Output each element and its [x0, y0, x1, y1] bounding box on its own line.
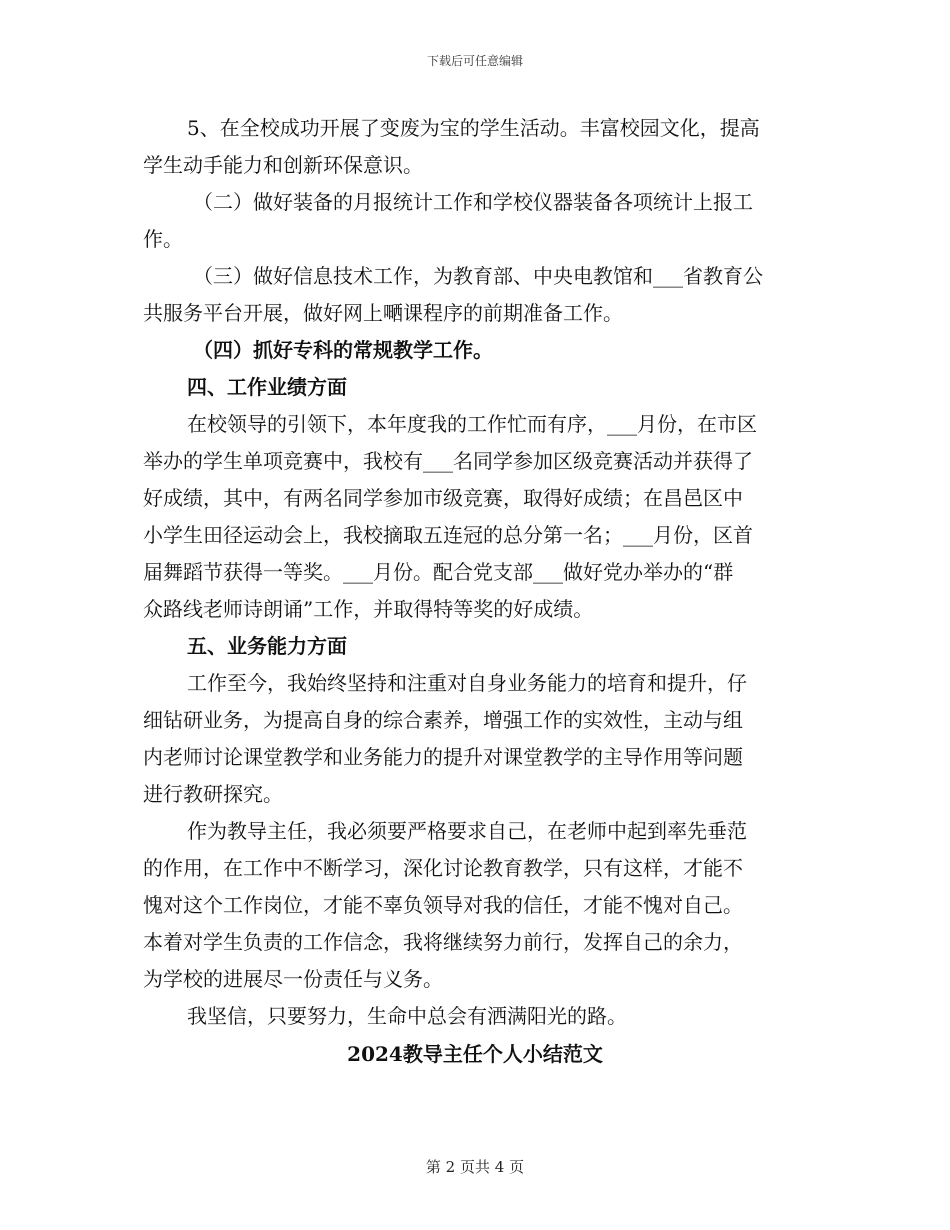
paragraph-line: 作为教导主任，我必须要严格要求自己，在老师中起到率先垂范	[187, 819, 747, 843]
paragraph-line: 举办的学生单项竞赛中，我校有___名同学参加区级竞赛活动并获得了	[143, 449, 753, 473]
section-heading: 四、工作业绩方面	[187, 375, 347, 399]
paragraph-line: （二）做好装备的月报统计工作和学校仪器装备各项统计上报工	[193, 190, 753, 214]
section-heading: （四）抓好专科的常规教学工作。	[193, 338, 493, 362]
section-heading: 五、业务能力方面	[187, 634, 347, 658]
paragraph-line: 学生动手能力和创新环保意识。	[143, 153, 423, 177]
paragraph-line: 5、在全校成功开展了变废为宝的学生活动。丰富校园文化，提高	[187, 116, 760, 140]
paragraph-line: 众路线老师诗朗诵”工作，并取得特等奖的好成绩。	[143, 597, 594, 621]
paragraph-line: 内老师讨论课堂教学和业务能力的提升对课堂教学的主导作用等问题	[143, 745, 743, 769]
paragraph-line: 小学生田径运动会上，我校摘取五连冠的总分第一名；___月份，区首	[143, 523, 753, 547]
paragraph-line: 进行教研探究。	[143, 782, 283, 806]
paragraph-line: 作。	[143, 227, 183, 251]
paragraph-line: （三）做好信息技术工作，为教育部、中央电教馆和___省教育公	[193, 264, 763, 288]
paragraph-line: 共服务平台开展，做好网上嗮课程序的前期准备工作。	[143, 301, 623, 325]
paragraph-line: 本着对学生负责的工作信念，我将继续努力前行，发挥自己的余力，	[143, 930, 743, 954]
paragraph-line: 的作用，在工作中不断学习，深化讨论教育教学，只有这样，才能不	[143, 856, 743, 880]
page-footer: 第 2 页共 4 页	[425, 1158, 525, 1176]
paragraph-line: 在校领导的引领下，本年度我的工作忙而有序，___月份，在市区	[187, 412, 757, 436]
page-header: 下载后可任意编辑	[426, 54, 523, 68]
paragraph-line: 好成绩，其中，有两名同学参加市级竞赛，取得好成绩；在昌邑区中	[143, 486, 743, 510]
paragraph-line: 细钻研业务，为提高自身的综合素养，增强工作的实效性，主动与组	[143, 708, 743, 732]
paragraph-line: 届舞蹈节获得一等奖。___月份。配合党支部___做好党办举办的“群	[143, 560, 734, 584]
paragraph-line: 为学校的进展尽一份责任与义务。	[143, 967, 443, 991]
paragraph-line: 我坚信，只要努力，生命中总会有洒满阳光的路。	[187, 1004, 627, 1028]
paragraph-line: 工作至今，我始终坚持和注重对自身业务能力的培育和提升，仔	[187, 671, 747, 695]
next-section-title: 2024教导主任个人小结范文	[347, 1042, 603, 1066]
paragraph-line: 愧对这个工作岗位，才能不辜负领导对我的信任，才能不愧对自己。	[143, 893, 743, 917]
